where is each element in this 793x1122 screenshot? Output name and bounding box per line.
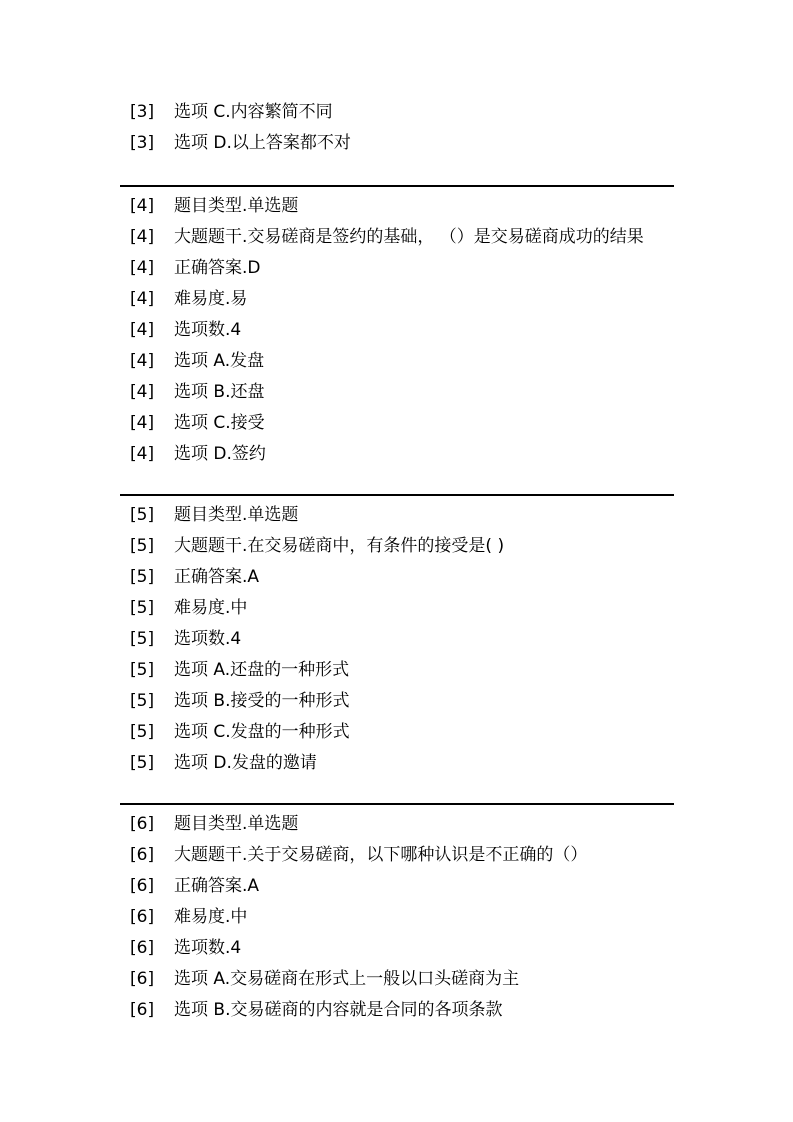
question-text: 选项 D.签约 bbox=[174, 444, 266, 464]
question-number: [3] bbox=[130, 102, 155, 122]
question-text: 大题题干.关于交易磋商，以下哪种认识是不正确的（） bbox=[174, 845, 588, 865]
question-number: [6] bbox=[130, 845, 155, 865]
question-line bbox=[120, 624, 674, 655]
question-text: 选项 A.交易磋商在形式上一般以口头磋商为主 bbox=[174, 969, 520, 989]
question-text: 正确答案.A bbox=[174, 876, 260, 896]
question-block-6 bbox=[120, 803, 674, 1026]
question-text: 选项数.4 bbox=[174, 629, 242, 649]
question-number: [5] bbox=[130, 567, 155, 587]
question-number: [5] bbox=[130, 722, 155, 742]
question-text: 选项数.4 bbox=[174, 938, 242, 958]
question-line bbox=[120, 717, 674, 748]
question-text: 难易度.中 bbox=[174, 598, 248, 618]
question-line bbox=[120, 500, 674, 531]
question-line bbox=[120, 809, 674, 840]
question-number: [5] bbox=[130, 753, 155, 773]
question-number: [6] bbox=[130, 938, 155, 958]
question-line bbox=[120, 562, 674, 593]
question-text: 正确答案.D bbox=[174, 258, 261, 278]
question-line bbox=[120, 748, 674, 779]
question-line bbox=[120, 97, 674, 128]
question-line bbox=[120, 408, 674, 439]
question-number: [4] bbox=[130, 227, 155, 247]
question-line bbox=[120, 995, 674, 1026]
question-text: 选项 D.以上答案都不对 bbox=[174, 133, 351, 153]
question-line bbox=[120, 377, 674, 408]
question-line bbox=[120, 191, 674, 222]
question-text: 选项 C.发盘的一种形式 bbox=[174, 722, 350, 742]
question-block-3 bbox=[120, 97, 674, 159]
question-number: [6] bbox=[130, 1000, 155, 1020]
question-number: [5] bbox=[130, 660, 155, 680]
question-line bbox=[120, 655, 674, 686]
question-text: 选项 A.还盘的一种形式 bbox=[174, 660, 350, 680]
question-text: 题目类型.单选题 bbox=[174, 505, 299, 525]
question-text: 题目类型.单选题 bbox=[174, 814, 299, 834]
question-line bbox=[120, 222, 674, 253]
question-block-5 bbox=[120, 494, 674, 779]
question-number: [4] bbox=[130, 351, 155, 371]
question-line bbox=[120, 964, 674, 995]
question-text: 正确答案.A bbox=[174, 567, 260, 587]
question-line bbox=[120, 315, 674, 346]
question-text: 选项 B.接受的一种形式 bbox=[174, 691, 350, 711]
question-number: [5] bbox=[130, 691, 155, 711]
question-number: [5] bbox=[130, 536, 155, 556]
question-line bbox=[120, 531, 674, 562]
question-text: 选项 B.交易磋商的内容就是合同的各项条款 bbox=[174, 1000, 503, 1020]
question-text: 选项 B.还盘 bbox=[174, 382, 265, 402]
question-number: [6] bbox=[130, 969, 155, 989]
question-text: 大题题干.交易磋商是签约的基础， （）是交易磋商成功的结果 bbox=[174, 227, 644, 247]
question-line bbox=[120, 686, 674, 717]
question-number: [4] bbox=[130, 289, 155, 309]
question-line bbox=[120, 346, 674, 377]
question-number: [3] bbox=[130, 133, 155, 153]
question-number: [6] bbox=[130, 814, 155, 834]
question-block-4 bbox=[120, 185, 674, 470]
question-line bbox=[120, 933, 674, 964]
question-text: 难易度.易 bbox=[174, 289, 248, 309]
question-text: 选项 D.发盘的邀请 bbox=[174, 753, 317, 773]
question-text: 选项 C.接受 bbox=[174, 413, 265, 433]
question-text: 选项 A.发盘 bbox=[174, 351, 265, 371]
question-number: [5] bbox=[130, 505, 155, 525]
question-text: 难易度.中 bbox=[174, 907, 248, 927]
question-line bbox=[120, 902, 674, 933]
question-line bbox=[120, 840, 674, 871]
question-number: [4] bbox=[130, 196, 155, 216]
question-text: 选项 C.内容繁简不同 bbox=[174, 102, 333, 122]
question-number: [4] bbox=[130, 320, 155, 340]
question-number: [5] bbox=[130, 598, 155, 618]
question-line bbox=[120, 593, 674, 624]
question-line bbox=[120, 128, 674, 159]
question-line bbox=[120, 439, 674, 470]
question-line bbox=[120, 253, 674, 284]
question-text: 选项数.4 bbox=[174, 320, 242, 340]
question-number: [4] bbox=[130, 258, 155, 278]
question-number: [6] bbox=[130, 876, 155, 896]
question-number: [6] bbox=[130, 907, 155, 927]
question-line bbox=[120, 871, 674, 902]
question-text: 题目类型.单选题 bbox=[174, 196, 299, 216]
question-number: [4] bbox=[130, 413, 155, 433]
question-number: [4] bbox=[130, 382, 155, 402]
question-number: [4] bbox=[130, 444, 155, 464]
question-number: [5] bbox=[130, 629, 155, 649]
question-line bbox=[120, 284, 674, 315]
question-text: 大题题干.在交易磋商中，有条件的接受是( ) bbox=[174, 536, 505, 556]
